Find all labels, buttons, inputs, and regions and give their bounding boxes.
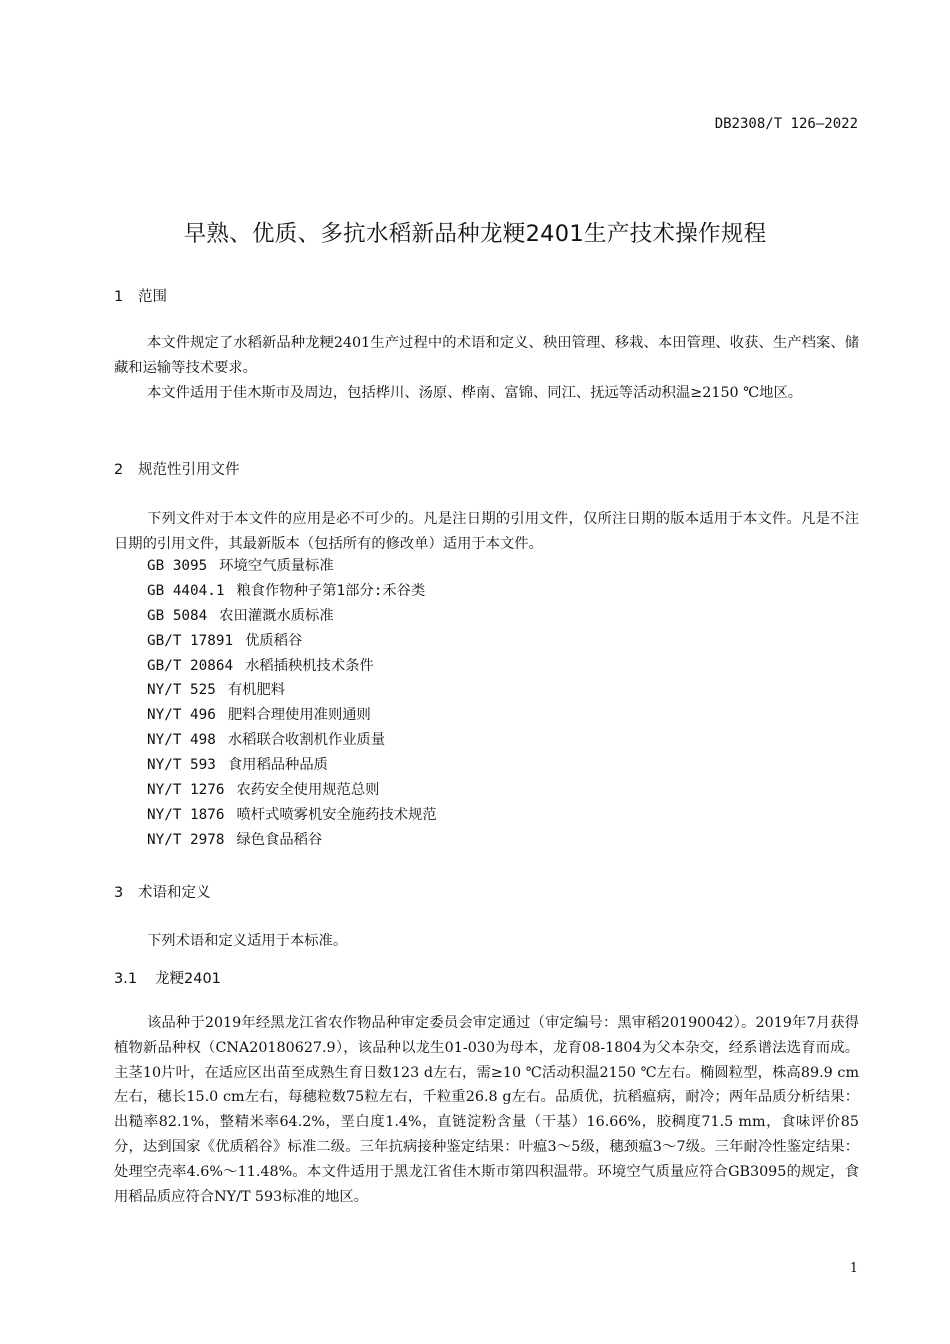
subsection-title: 龙粳2401 xyxy=(155,971,221,987)
list-item xyxy=(147,678,437,703)
subsection-number: 3.1 xyxy=(114,971,138,987)
reference-code: NY/T 1876 xyxy=(147,806,225,823)
section-number: 3 xyxy=(114,885,124,901)
reference-code: NY/T 496 xyxy=(147,707,216,724)
list-item xyxy=(147,579,437,604)
section-number: 1 xyxy=(114,289,124,305)
reference-code: NY/T 525 xyxy=(147,682,216,699)
reference-code: NY/T 1276 xyxy=(147,782,225,799)
reference-title: 绿色食品稻谷 xyxy=(236,831,323,848)
reference-title: 农田灌溉水质标准 xyxy=(219,607,334,624)
reference-code: GB/T 20864 xyxy=(147,657,234,674)
list-item xyxy=(147,604,437,629)
reference-code: GB 4404.1 xyxy=(147,582,225,599)
document-code: DB2308/T 126—2022 xyxy=(714,116,858,132)
subsection-heading-longjing-2401 xyxy=(114,967,221,988)
list-item xyxy=(147,629,437,654)
reference-code: NY/T 593 xyxy=(147,757,216,774)
scope-paragraph-2: 本文件适用于佳木斯市及周边，包括桦川、汤原、桦南、富锦、同江、抚远等活动积温≥2150 ℃地区。 xyxy=(147,385,803,401)
references-intro: 下列文件对于本文件的应用是必不可少的。凡是注日期的引用文件，仅所注日期的版本适用于本文件。凡是不注日期的引用文件，其最新版本（包括所有的修改单）适用于本文件。 xyxy=(114,511,859,552)
section-title: 范围 xyxy=(138,289,167,305)
reference-title: 农药安全使用规范总则 xyxy=(236,782,380,799)
reference-title: 喷杆式喷雾机安全施药技术规范 xyxy=(236,806,437,823)
reference-title: 环境空气质量标准 xyxy=(219,558,334,574)
reference-code: GB/T 17891 xyxy=(147,632,234,649)
reference-list xyxy=(147,554,437,853)
reference-code: NY/T 498 xyxy=(147,732,216,749)
section-heading-scope xyxy=(114,285,167,306)
reference-code: NY/T 2978 xyxy=(147,831,225,848)
reference-title: 有机肥料 xyxy=(227,682,286,699)
list-item xyxy=(147,728,437,753)
list-item xyxy=(147,554,437,579)
reference-code: GB 3095 xyxy=(147,558,208,574)
list-item xyxy=(147,803,437,828)
section-heading-normative-references xyxy=(114,458,240,479)
list-item xyxy=(147,753,437,778)
reference-title: 粮食作物种子第1部分:禾谷类 xyxy=(236,582,426,599)
reference-title: 食用稻品种品质 xyxy=(227,757,328,774)
reference-title: 肥料合理使用准则通则 xyxy=(227,707,371,724)
reference-title: 水稻插秧机技术条件 xyxy=(245,657,374,674)
list-item xyxy=(147,828,437,853)
list-item xyxy=(147,778,437,803)
document-title: 早熟、优质、多抗水稻新品种龙粳2401生产技术操作规程 xyxy=(183,221,767,247)
section-heading-terms xyxy=(114,881,211,902)
variety-description: 该品种于2019年经黑龙江省农作物品种审定委员会审定通过（审定编号：黑审稻20190042）。2019年7月获得植物新品种权（CNA20180627.9），该品种以龙生01-030为母本，龙育08-1804为父本杂交，经系谱法选育而成。主茎10片叶，在适应区出苗至成熟生育日数123 d左右，需≥10 ℃活动积温2150 ℃左右。椭圆粒型，株高89.9 cm左右，穗长15.0 cm左右，每穗粒数75粒左右，千粒重26.8 g左右。品质优，抗稻瘟病，耐冷；两年品质分析结果：出糙率82.1%，整精米率64.2%，垩白度1.4%，直链淀粉含量（干基）16.66%，胶稠度71.5 mm，食味评价85分，达到国家《优质稻谷》标准二级。三年抗病接种鉴定结果：叶瘟3～5级，穗颈瘟3～7级。三年耐冷性鉴定结果：处理空壳率4.6%～11.48%。本文件适用于黑龙江省佳木斯市第四积温带。环境空气质量应符合GB3095的规定，食用稻品质应符合NY/T 593标准的地区。 xyxy=(114,1015,859,1205)
section-number: 2 xyxy=(114,462,124,478)
terms-intro: 下列术语和定义适用于本标准。 xyxy=(147,933,348,949)
list-item xyxy=(147,703,437,728)
list-item xyxy=(147,654,437,679)
reference-title: 优质稻谷 xyxy=(245,632,303,649)
page-number: 1 xyxy=(849,1261,858,1276)
scope-paragraph-1: 本文件规定了水稻新品种龙粳2401生产过程中的术语和定义、秧田管理、移栽、本田管理、收获、生产档案、储藏和运输等技术要求。 xyxy=(114,335,859,376)
reference-title: 水稻联合收割机作业质量 xyxy=(227,732,386,749)
section-title: 术语和定义 xyxy=(138,885,211,901)
reference-code: GB 5084 xyxy=(147,607,208,624)
section-title: 规范性引用文件 xyxy=(138,462,240,478)
